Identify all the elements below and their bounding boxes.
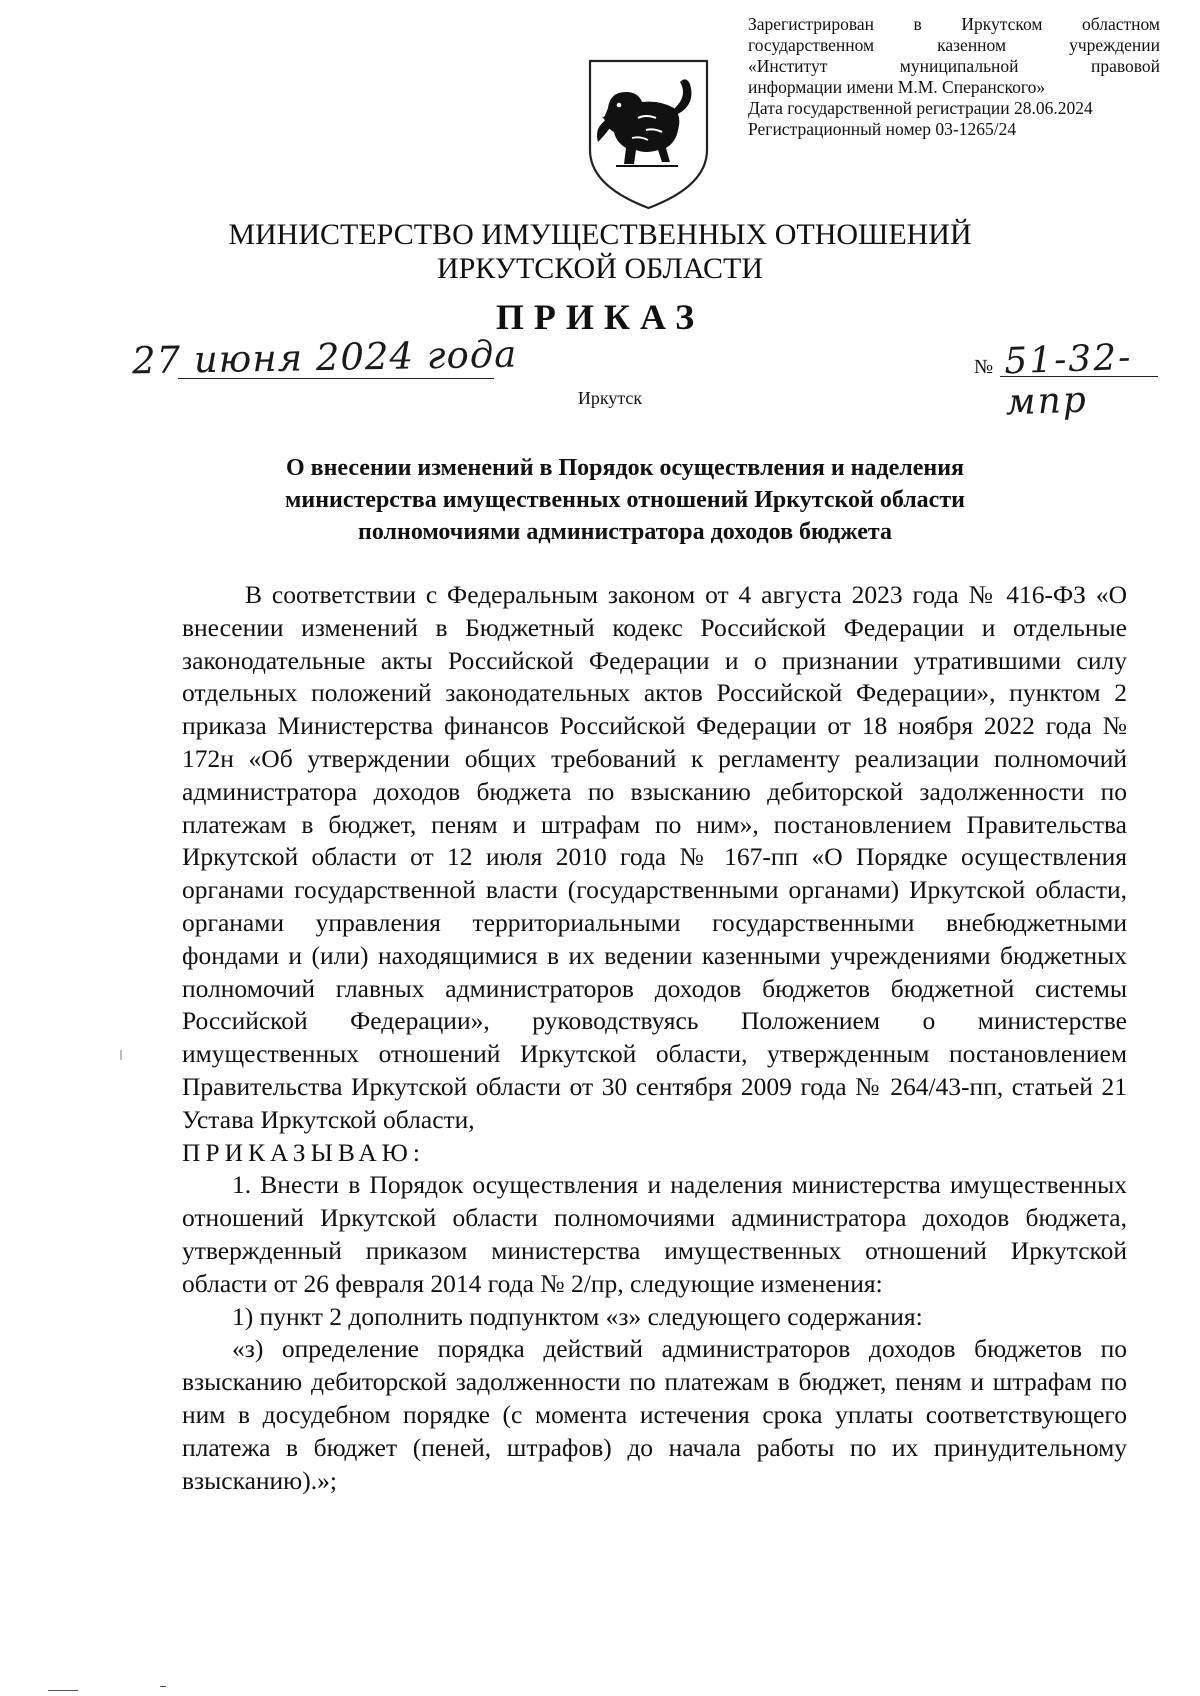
handwritten-number: 51-32-мпр [1003,336,1133,424]
handwritten-date: 27 июня 2024 года [131,332,518,383]
number-sign: № [974,356,994,378]
subject-line-3: полномочиями администратора доходов бюджета [358,519,892,545]
order-word: ПРИКАЗЫВАЮ: [182,1137,425,1167]
registration-number: Регистрационный номер 03-1265/24 [748,119,1017,139]
ministry-line-2: ИРКУТСКОЙ ОБЛАСТИ [436,252,764,285]
ministry-heading [0,218,1200,286]
footer-mark [48,1690,78,1691]
margin-mark [120,1050,122,1060]
preamble-paragraph: В соответствии с Федеральным законом от 4 августа 2023 года № 416-ФЗ «О внесении изменений в Бюджетный кодекс Российской Федерации и отдельные законодательные акты Российской Федерации и о признании утратившими силу отдельных положений законодательных актов Российской Федерации», пунктом 2 приказа Министерства финансов Российской Федерации от 18 ноября 2022 года № 172н «Об утверждении общих требований к регламенту реализации полномочий администратора доходов бюджета по взысканию дебиторской задолженности по платежам в бюджет, пеням и штрафам по ним», постановлением Правительства Иркутской области от 12 июля 2010 года № 167-пп «О Порядке осуществления органами государственной власти (государственными органами) Иркутской области, органами управления территориальными государственными внебюджетными фондами и (или) находящимися в их ведении казенными учреждениями бюджетных полномочий главных администраторов доходов бюджетов бюджетной системы Российской Федерации», руководствуясь Положением о министерстве имущественных отношений Иркутской области, утвержденным постановлением Правительства Иркутской области от 30 сентября 2009 года № 264/43-пп, статьей 21 Устава Иркутской области, [182,580,1127,1134]
subject-line-2: министерства имущественных отношений Иркутской области [285,487,965,513]
number-underline [1000,376,1158,377]
ministry-line-1: МИНИСТЕРСТВО ИМУЩЕСТВЕННЫХ ОТНОШЕНИЙ [228,218,972,251]
order-subject [180,452,1070,548]
document-type-title: ПРИКАЗ [495,297,705,337]
registration-line: «Институт муниципальной правовой [748,56,1160,76]
subject-line-1: О внесении изменений в Порядок осуществления и наделения [285,455,965,481]
registration-line: информации имени М.М. Сперанского» [748,77,1046,97]
registration-line: Зарегистрирован в Иркутском областном [748,14,1160,34]
footer-mark [160,1686,166,1687]
item-1-1-paragraph: 1) пункт 2 дополнить подпунктом «з» следующего содержания: [232,1301,923,1331]
coat-of-arms-icon [586,58,711,210]
registration-block [748,14,1160,140]
registration-line: государственном казенном учреждении [748,35,1160,55]
item-1-paragraph: 1. Внести в Порядок осуществления и наделения министерства имущественных отношений Иркутской области полномочиями администратора доходов бюджета, утвержденный приказом министерства имущественных отношений Иркутской области от 26 февраля 2014 года № 2/пр, следующие изменения: [182,1170,1127,1298]
quoted-subparagraph: «з) определение порядка действий администраторов доходов бюджетов по взысканию дебиторской задолженности по платежам в бюджет, пеням и штрафам по ним в досудебном порядке (с момента истечения срока уплаты соответствующего платежа в бюджет (пеней, штрафов) до начала работы по их принудительному взысканию).»; [182,1334,1127,1495]
order-body [182,579,1127,1497]
date-underline [178,378,494,379]
city-label: Иркутск [577,388,643,408]
registration-date: Дата государственной регистрации 28.06.2024 [748,98,1093,118]
